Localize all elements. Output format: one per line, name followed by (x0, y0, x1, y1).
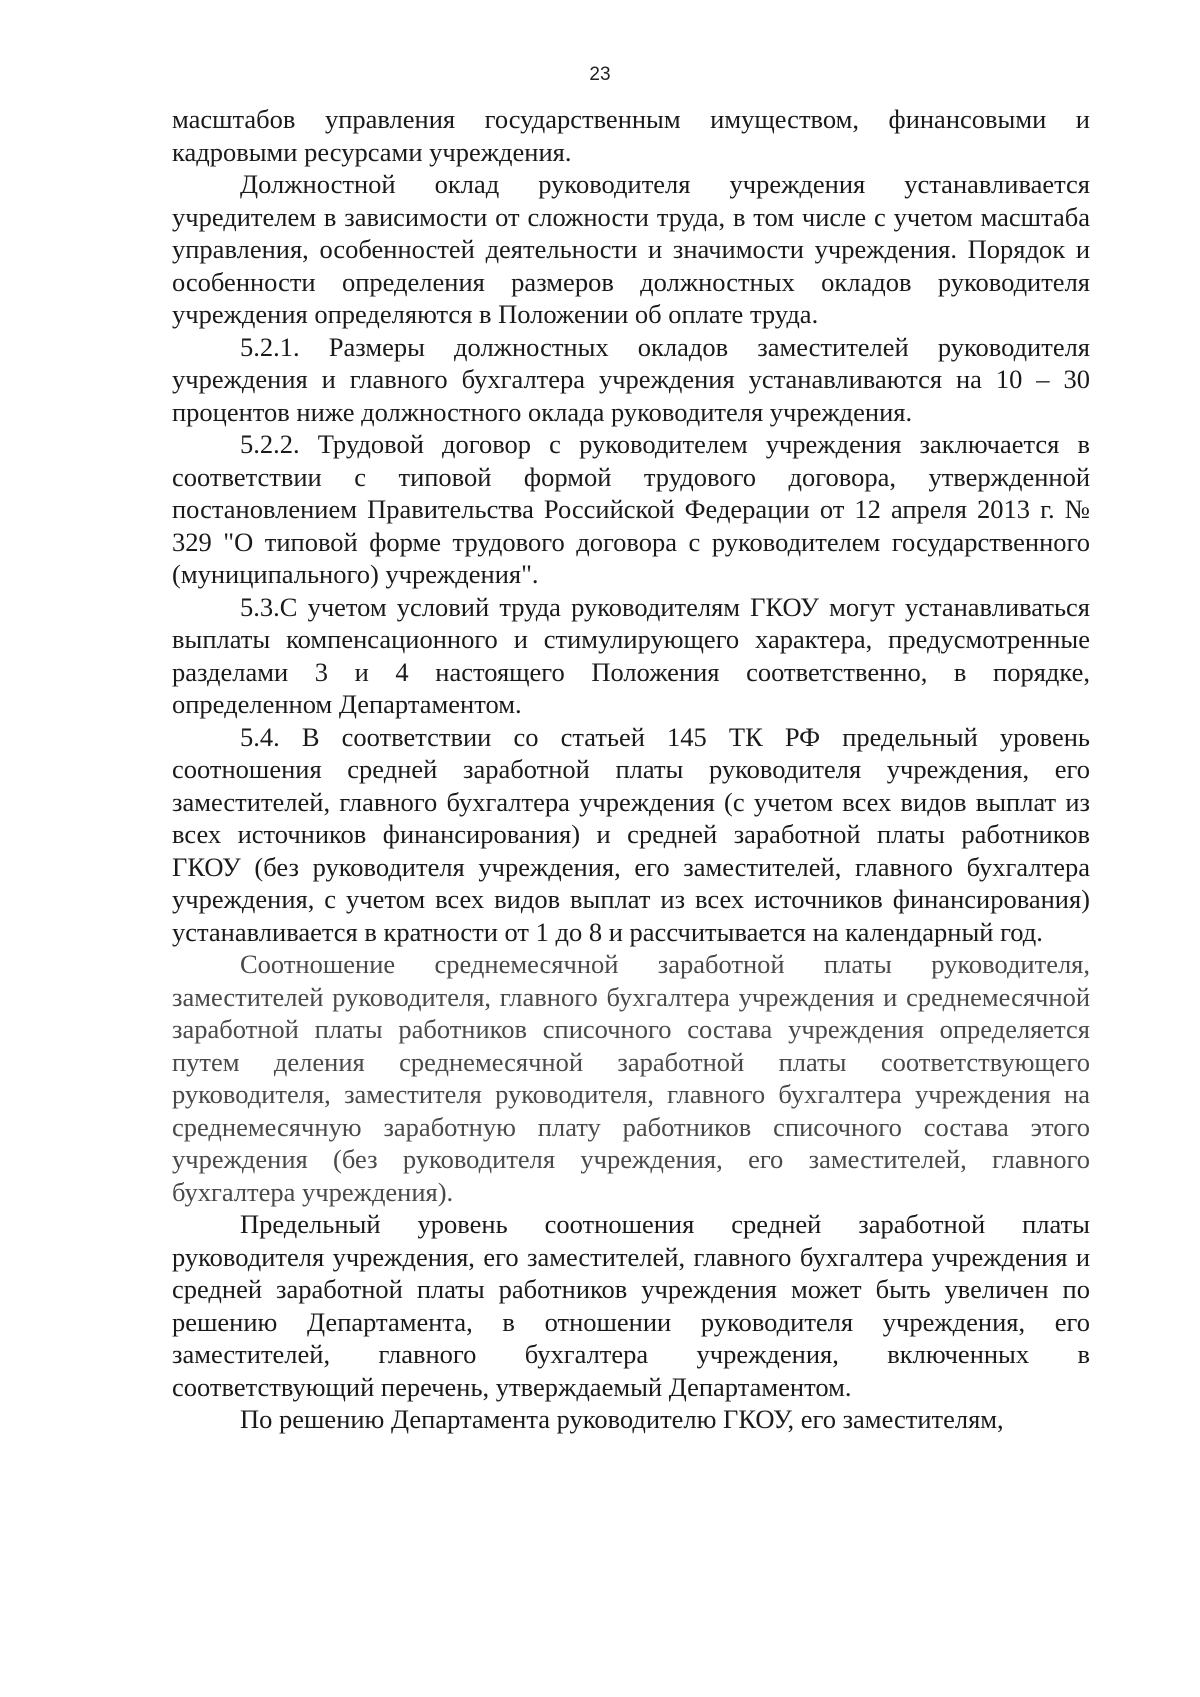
page-number: 23 (589, 64, 611, 85)
paragraph-continuation: масштабов управления государственным имуществом, финансовыми и кадровыми ресурсами учреждения. (172, 104, 1090, 167)
paragraph-section-5-2-2: 5.2.2. Трудовой договор с руководителем учреждения заключается в соответствии с типовой формой трудового договора, утвержденной постановлением Правительства Российской Федерации от 12 апреля 2013 г. № 329 "О типовой форме трудового договора с руководителем государственного (муниципального) учреждения". (172, 429, 1090, 589)
paragraph-section-5-2-1: 5.2.1. Размеры должностных окладов заместителей руководителя учреждения и главного бухгалтера учреждения устанавливаются на 10 – 30 процентов ниже должностного оклада руководителя учреждения. (172, 331, 1090, 427)
document-body (172, 103, 1090, 1436)
paragraph-section-5-3: 5.3.С учетом условий труда руководителям ГКОУ могут устанавливаться выплаты компенсационного и стимулирующего характера, предусмотренные разделами 3 и 4 настоящего Положения соответственно, в порядке, определенном Департаментом. (172, 591, 1090, 719)
paragraph-salary-setting: Должностной оклад руководителя учреждения устанавливается учредителем в зависимости от сложности труда, в том числе с учетом масштаба управления, особенностей деятельности и значимости учреждения. Порядок и особенности определения размеров должностных окладов руководителя учреждения определяются в Положении об оплате труда. (172, 169, 1090, 329)
paragraph-ratio-definition: Соотношение среднемесячной заработной платы руководителя, заместителей руководителя, главного бухгалтера учреждения и среднемесячной заработной платы работников списочного состава учреждения определяется путем деления среднемесячной заработной платы соответствующего руководителя, заместителя руководителя, главного бухгалтера учреждения на среднемесячную заработную плату работников списочного состава этого учреждения (без руководителя учреждения, его заместителей, главного бухгалтера учреждения). (172, 949, 1090, 1207)
paragraph-section-5-4: 5.4. В соответствии со статьей 145 ТК РФ предельный уровень соотношения средней заработной платы руководителя учреждения, его заместителей, главного бухгалтера учреждения (с учетом всех видов выплат из всех источников финансирования) и средней заработной платы работников ГКОУ (без руководителя учреждения, его заместителей, главного бухгалтера учреждения, с учетом всех видов выплат из всех источников финансирования) устанавливается в кратности от 1 до 8 и рассчитывается на календарный год. (172, 721, 1090, 947)
paragraph-department-decision: По решению Департамента руководителю ГКОУ, его заместителям, (240, 1404, 1004, 1434)
paragraph-ratio-increase: Предельный уровень соотношения средней заработной платы руководителя учреждения, его заместителей, главного бухгалтера учреждения и средней заработной платы работников учреждения может быть увеличен по решению Департамента, в отношении руководителя учреждения, его заместителей, главного бухгалтера учреждения, включенных в соответствующий перечень, утверждаемый Департаментом. (172, 1209, 1090, 1402)
